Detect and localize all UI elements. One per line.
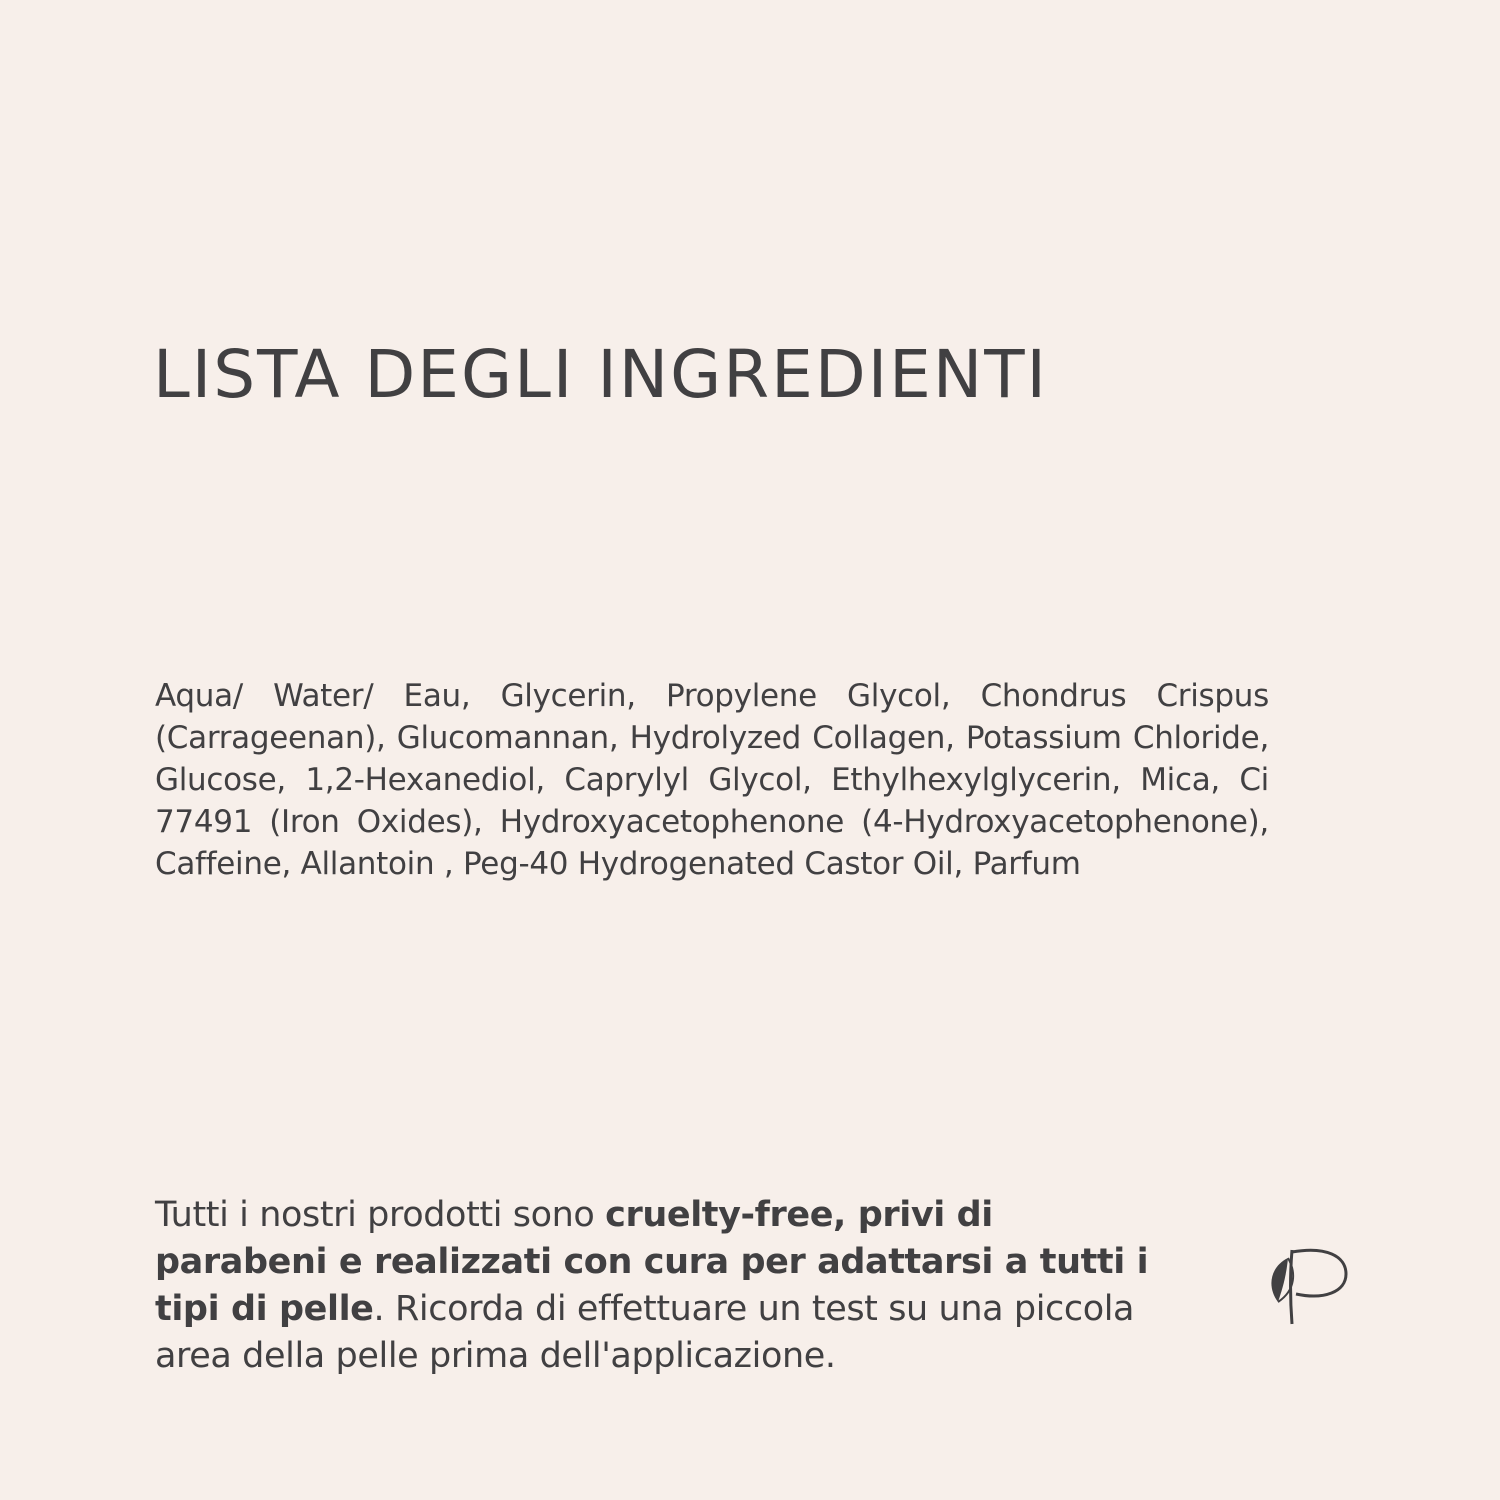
note-highlight: cruelty-free, privi di parabeni e realizzati con cura per adattarsi a tutti i tipi di pelle [155,1195,1149,1329]
note-intro: Tutti i nostri prodotti sono [155,1195,606,1235]
page-title: LISTA DEGLI INGREDIENTI [153,336,1049,413]
note-outro: . Ricorda di effettuare un test su una piccola area della pelle prima dell'applicazione. [155,1289,1135,1376]
brand-logo-icon [1266,1244,1350,1328]
ingredients-list: Aqua/ Water/ Eau, Glycerin, Propylene Glycol, Chondrus Crispus (Carrageenan), Glucomannan, Hydrolyzed Collagen, Potassium Chloride, Glucose, 1,2-Hexanediol, Caprylyl Glycol, Ethylhexylglycerin, Mica, Ci 77491 (Iron Oxides), Hydroxyacetophenone (4-Hydroxyacetophenone), Caffeine, Allantoin , Peg-40 Hydrogenated Castor Oil, Parfum [155,678,1269,882]
product-note [155,1192,1155,1380]
